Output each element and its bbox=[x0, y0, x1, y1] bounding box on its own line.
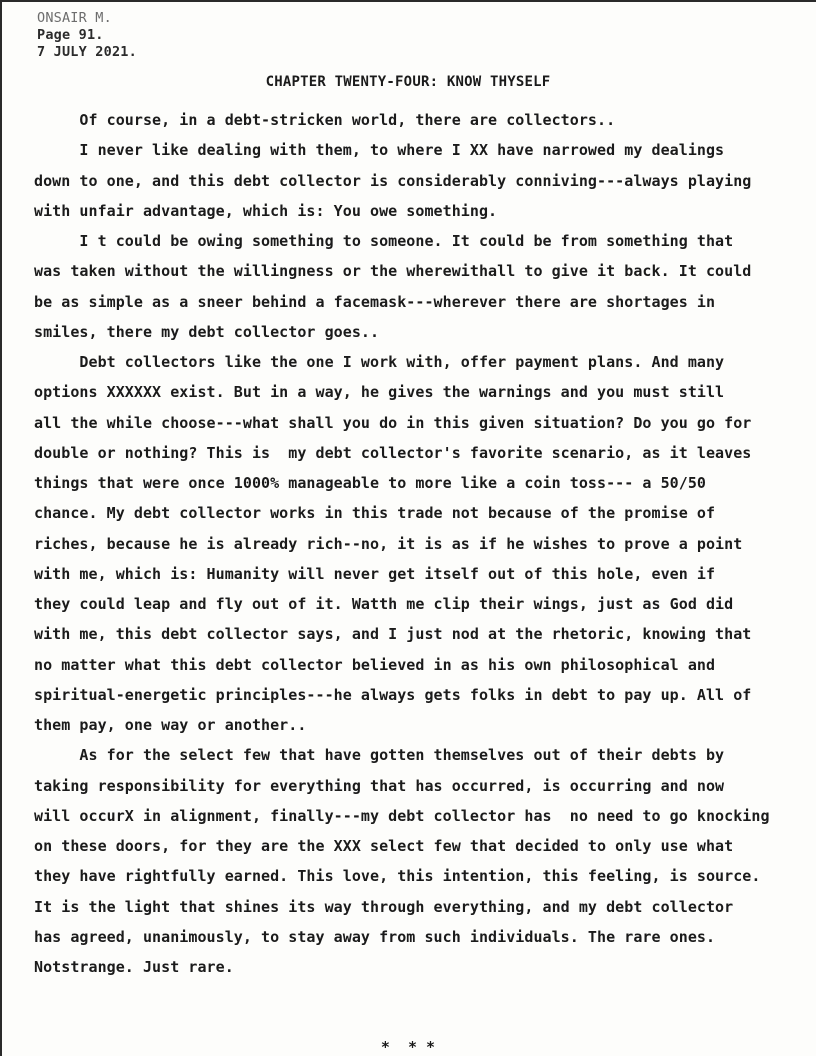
text-line: them pay, one way or another.. bbox=[34, 716, 307, 734]
text-line: Notstrange. Just rare. bbox=[34, 958, 234, 976]
text-line: riches, because he is already rich--no, it is as if he wishes to prove a point bbox=[34, 534, 743, 553]
text-line: with unfair advantage, which is: You owe something. bbox=[34, 201, 498, 220]
page-date: 7 JULY 2021. bbox=[37, 44, 137, 60]
text-line: be as simple as a sneer behind a facemask---wherever there are shortages in bbox=[34, 292, 716, 311]
text-line: on these doors, for they are the XXX select few that decided to only use what bbox=[34, 837, 734, 855]
page-top-edge bbox=[0, 0, 816, 2]
chapter-body bbox=[34, 105, 809, 982]
text-line: with me, this debt collector says, and I just nod at the rhetoric, knowing that bbox=[34, 625, 752, 644]
text-line: Debt collectors like the one I work with, offer payment plans. And many bbox=[34, 353, 725, 371]
page-header bbox=[37, 10, 137, 61]
text-line: will occurX in alignment, finally---my debt collector has no need to go knocking bbox=[34, 806, 770, 825]
text-line: As for the select few that have gotten themselves out of their debts by bbox=[34, 746, 725, 765]
text-line: options XXXXXX exist. But in a way, he gives the warnings and you must still bbox=[34, 383, 725, 402]
text-line: was taken without the willingness or the wherewithall to give it back. It could bbox=[34, 262, 752, 281]
text-line: they have rightfully earned. This love, this intention, this feeling, is source. bbox=[34, 867, 761, 886]
author-name: ONSAIR M. bbox=[37, 10, 112, 26]
text-line: with me, which is: Humanity will never get itself out of this hole, even if bbox=[34, 564, 716, 583]
text-line: things that were once 1000% manageable to more like a coin toss--- a 50/50 bbox=[34, 474, 706, 492]
section-separator: * * * bbox=[380, 1038, 436, 1056]
text-line: smiles, there my debt collector goes.. bbox=[34, 322, 380, 341]
chapter-title: CHAPTER TWENTY-FOUR: KNOW THYSELF bbox=[265, 74, 551, 90]
text-line: double or nothing? This is my debt collector's favorite scenario, as it leaves bbox=[34, 443, 752, 462]
text-line: I t could be owing something to someone. It could be from something that bbox=[34, 232, 734, 250]
text-line: all the while choose---what shall you do in this given situation? Do you go for bbox=[34, 413, 752, 432]
text-line: I never like dealing with them, to where I XX have narrowed my dealings bbox=[34, 141, 725, 160]
text-line: It is the light that shines its way through everything, and my debt collector bbox=[34, 897, 734, 916]
text-line: down to one, and this debt collector is considerably conniving---always playing bbox=[34, 171, 752, 190]
text-line: taking responsibility for everything that has occurred, is occurring and now bbox=[34, 776, 725, 795]
page-number: Page 91. bbox=[37, 27, 104, 43]
text-line: has agreed, unanimously, to stay away from such individuals. The rare ones. bbox=[34, 927, 716, 946]
text-line: chance. My debt collector works in this trade not because of the promise of bbox=[34, 504, 716, 523]
text-line: spiritual-energetic principles---he always gets folks in debt to pay up. All of bbox=[34, 685, 752, 704]
text-line: they could leap and fly out of it. Watth me clip their wings, just as God did bbox=[34, 595, 734, 613]
text-line: no matter what this debt collector believed in as his own philosophical and bbox=[34, 655, 716, 674]
page-left-edge bbox=[0, 0, 2, 1056]
text-line: Of course, in a debt-stricken world, there are collectors.. bbox=[34, 111, 616, 129]
